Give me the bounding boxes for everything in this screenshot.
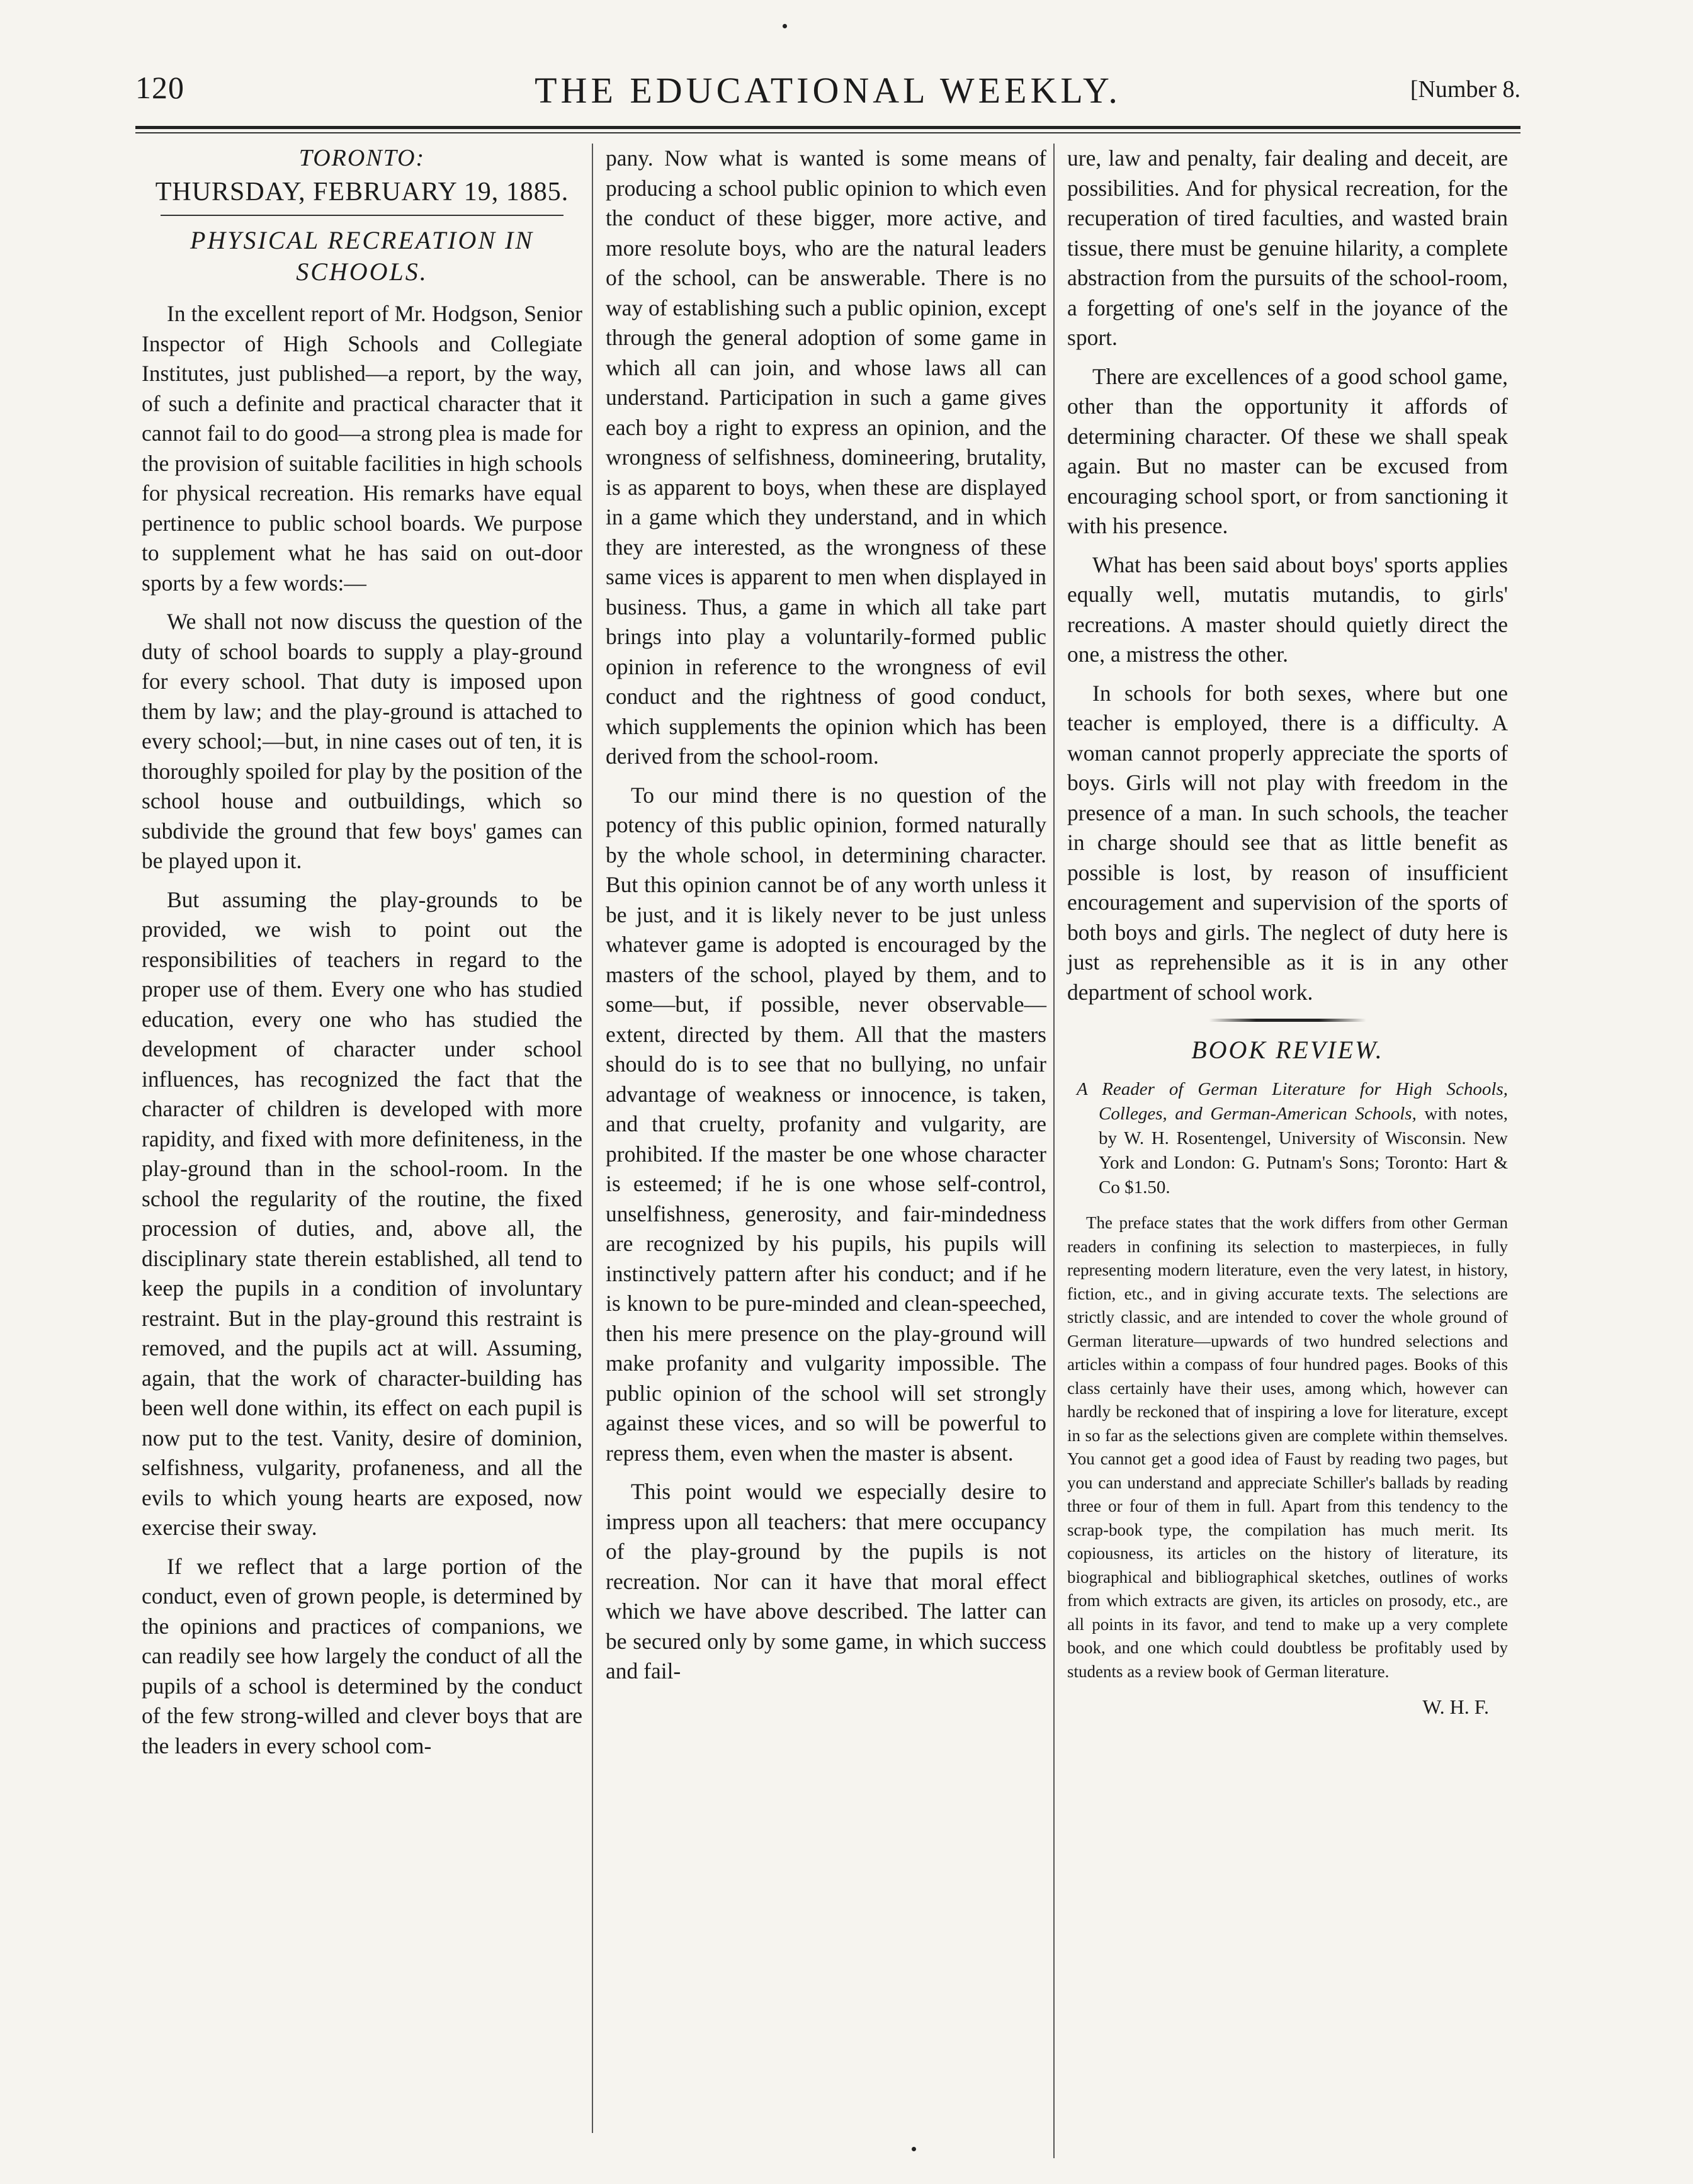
article-paragraph: There are excellences of a good school game, other than the opportunity it affords of determining character. Of these we shall speak again. But no master can be excused from encouraging school sport, or from sanctioning it with his presence.: [1067, 363, 1508, 538]
header-rule-thin: [135, 132, 1520, 133]
review-paragraph: The preface states that the work differs from other German readers in confining its selection to masterpieces, in fully representing modern literature, even the very latest, in history, fiction, etc., and in giving accurate texts. The selections are strictly classic, and are intended to cover the whole ground of German literature—upwards of two hundred selections and articles within a compass of four hundred pages. Books of this class certainly have their uses, among which, however can hardly be reckoned that of inspiring a love for literature, except in so far as the selections given are complete within themselves. You cannot get a good idea of Faust by reading two pages, but you can understand and appreciate Schiller's ballads by reading three or four of them in full. Apart from this tendency to the scrap-book type, the compilation has much merit. Its copiousness, its articles on the history of literature, its biographical and bibliographical sketches, outlines of works from which extracts are given, its articles on prosody, etc., are all points in its favor, and tend to make up a very complete book, and one which could doubtless be profitably used by students as a review book of German literature.: [1067, 1213, 1508, 1681]
issue-number: [Number 8.: [1410, 76, 1520, 103]
review-separator: [1209, 1019, 1366, 1022]
top-dot: [783, 24, 787, 28]
article-paragraph: What has been said about boys' sports applies equally well, mutatis mutandis, to girls' recreations. A master should quietly direct the one, a mistress the other.: [1067, 552, 1508, 667]
column-2: [606, 144, 1046, 1687]
dateline-date: THURSDAY, FEBRUARY 19, 1885.: [155, 177, 569, 207]
review-title: BOOK REVIEW.: [1191, 1036, 1384, 1064]
article-paragraph: In schools for both sexes, where but one teacher is employed, there is a difficulty. A woman cannot properly appreciate the sports of boys. Girls will not play with freedom in the presence of a man. In such schools, the teacher in charge should see that as little benefit as possible is lost, by reason of insufficient encouragement and supervision of the sports of both boys and girls. The neglect of duty here is just as reprehensible as it is in any other department of school work.: [1067, 680, 1508, 1005]
review-body: [1067, 1211, 1508, 1683]
column-1: [142, 144, 582, 1761]
article-paragraph: ure, law and penalty, fair dealing and deceit, are possibilities. And for physical recreation, for the recuperation of tired faculties, and wasted brain tissue, there must be genuine hilarity, a complete abstraction from the pursuits of the school-room, a forgetting of one's self in the joyance of the sport.: [1067, 145, 1508, 350]
article-paragraph: We shall not now discuss the question of the duty of school boards to supply a play-ground for every school. That duty is imposed upon them by law; and the play-ground is attached to every school;—but, in nine cases out of ten, it is thoroughly spoiled for play by the position of the school house and outbuildings, which so subdivide the ground that few boys' games can be played upon it.: [142, 609, 582, 873]
review-book-details: with notes, by W. H. Rosentengel, University of Wisconsin. New York and London: G. Putnam's Sons; Toronto: Hart & Co $1.50.: [1099, 1104, 1508, 1197]
page-number: 120: [135, 70, 184, 105]
article-paragraph: pany. Now what is wanted is some means of producing a school public opinion to which even the conduct of these bigger, more active, and more resolute boys, who are the natural leaders of the school, can be answerable. There is no way of establishing such a public opinion, except through the general adoption of some game in which all can join, and whose laws all can understand. Participation in such a game gives each boy a right to express an opinion, and the wrongness of selfishness, domineering, brutality, is as apparent to boys, when these are displayed in a game which they understand, and in which they are interested, as the wrongness of these same vices is apparent to men when displayed in business. Thus, a game in which all take part brings into play a voluntarily-formed public opinion in reference to the wrongness of evil conduct and the rightness of good conduct, which supplements the opinion which has been derived from the school-room.: [606, 145, 1046, 769]
article-paragraph: This point would we especially desire to impress upon all teachers: that mere occupancy of the play-ground by the pupils is not recreation. Nor can it have that moral effect which we have above described. The latter can be secured only by some game, in which success and fail-: [606, 1479, 1046, 1683]
bottom-dot: [912, 2147, 916, 2151]
masthead-title: THE EDUCATIONAL WEEKLY.: [535, 70, 1121, 111]
column-3: [1067, 144, 1508, 1723]
article-paragraph: If we reflect that a large portion of the conduct, even of grown people, is determined by the opinions and practices of companions, we can readily see how largely the conduct of all the pupils of a school is determined by the conduct of the few strong-willed and clever boys that are the leaders in every school com-: [142, 1553, 582, 1758]
separator: [161, 215, 563, 216]
article-title: PHYSICAL RECREATION IN SCHOOLS.: [190, 226, 535, 286]
article-paragraph: But assuming the play-grounds to be provided, we wish to point out the responsibilities of teachers in regard to the proper use of them. Every one who has studied education, every one who has studied the development of character under school influences, has recognized the fact that the character of children is developed with more rapidity, and fixed with more definiteness, in the play-ground than in the school-room. In the school the regularity of the routine, the fixed procession of duties, and, above all, the disciplinary state therein established, all tend to keep the pupils in a condition of involuntary restraint. But in the play-ground this restraint is removed, and the pupils act at will. Assuming, again, that the work of character-building has been well done within, its effect on each pupil is now put to the test. Vanity, desire of dominion, selfishness, vulgarity, profaneness, and all the evils to which young hearts are exposed, now exercise their sway.: [142, 886, 582, 1540]
header-rule-thick: [135, 126, 1520, 129]
article-paragraph: In the excellent report of Mr. Hodgson, Senior Inspector of High Schools and Collegiate Institutes, just published—a report, by the way, of such a definite and practical character that it cannot fail to do good—a strong plea is made for the provision of suitable facilities in high schools for physical recreation. His remarks have equal pertinence to public school boards. We purpose to supplement what he has said on out-door sports by a few words:—: [142, 301, 582, 596]
review-citation: [1067, 1077, 1508, 1200]
page-header: [135, 69, 1520, 126]
dateline-place: TORONTO:: [298, 145, 426, 171]
article-paragraph: To our mind there is no question of the potency of this public opinion, formed naturally by the whole school, in determining character. But this opinion cannot be of any worth unless it be just, and it is likely never to be just unless whatever game is adopted is encouraged by the masters of the school, played by them, and to some—but, if possible, never observable—extent, directed by them. All that the masters should do is to see that no bullying, no unfair advantage of weakness or innocence, is taken, and that cruelty, profanity and vulgarity, are prohibited. If the master be one whose character is esteemed; if he is one whose self-control, unselfishness, generosity, and fair-mindedness are recognized by his pupils, his pupils will instinctively pattern after his conduct; and if he is known to be pure-minded and clean-speeched, then his mere presence on the play-ground will make profanity and vulgarity impossible. The public opinion of the school will set strongly against these vices, and so will be powerful to repress them, even when the master is absent.: [606, 782, 1046, 1466]
column-rule-2: [1053, 144, 1055, 2158]
column-rule-1: [592, 144, 593, 2133]
review-book-title: A Reader of German Literature for High Schools, Colleges, and German-American Schools,: [1077, 1079, 1508, 1124]
review-signature: W. H. F.: [1422, 1695, 1489, 1718]
